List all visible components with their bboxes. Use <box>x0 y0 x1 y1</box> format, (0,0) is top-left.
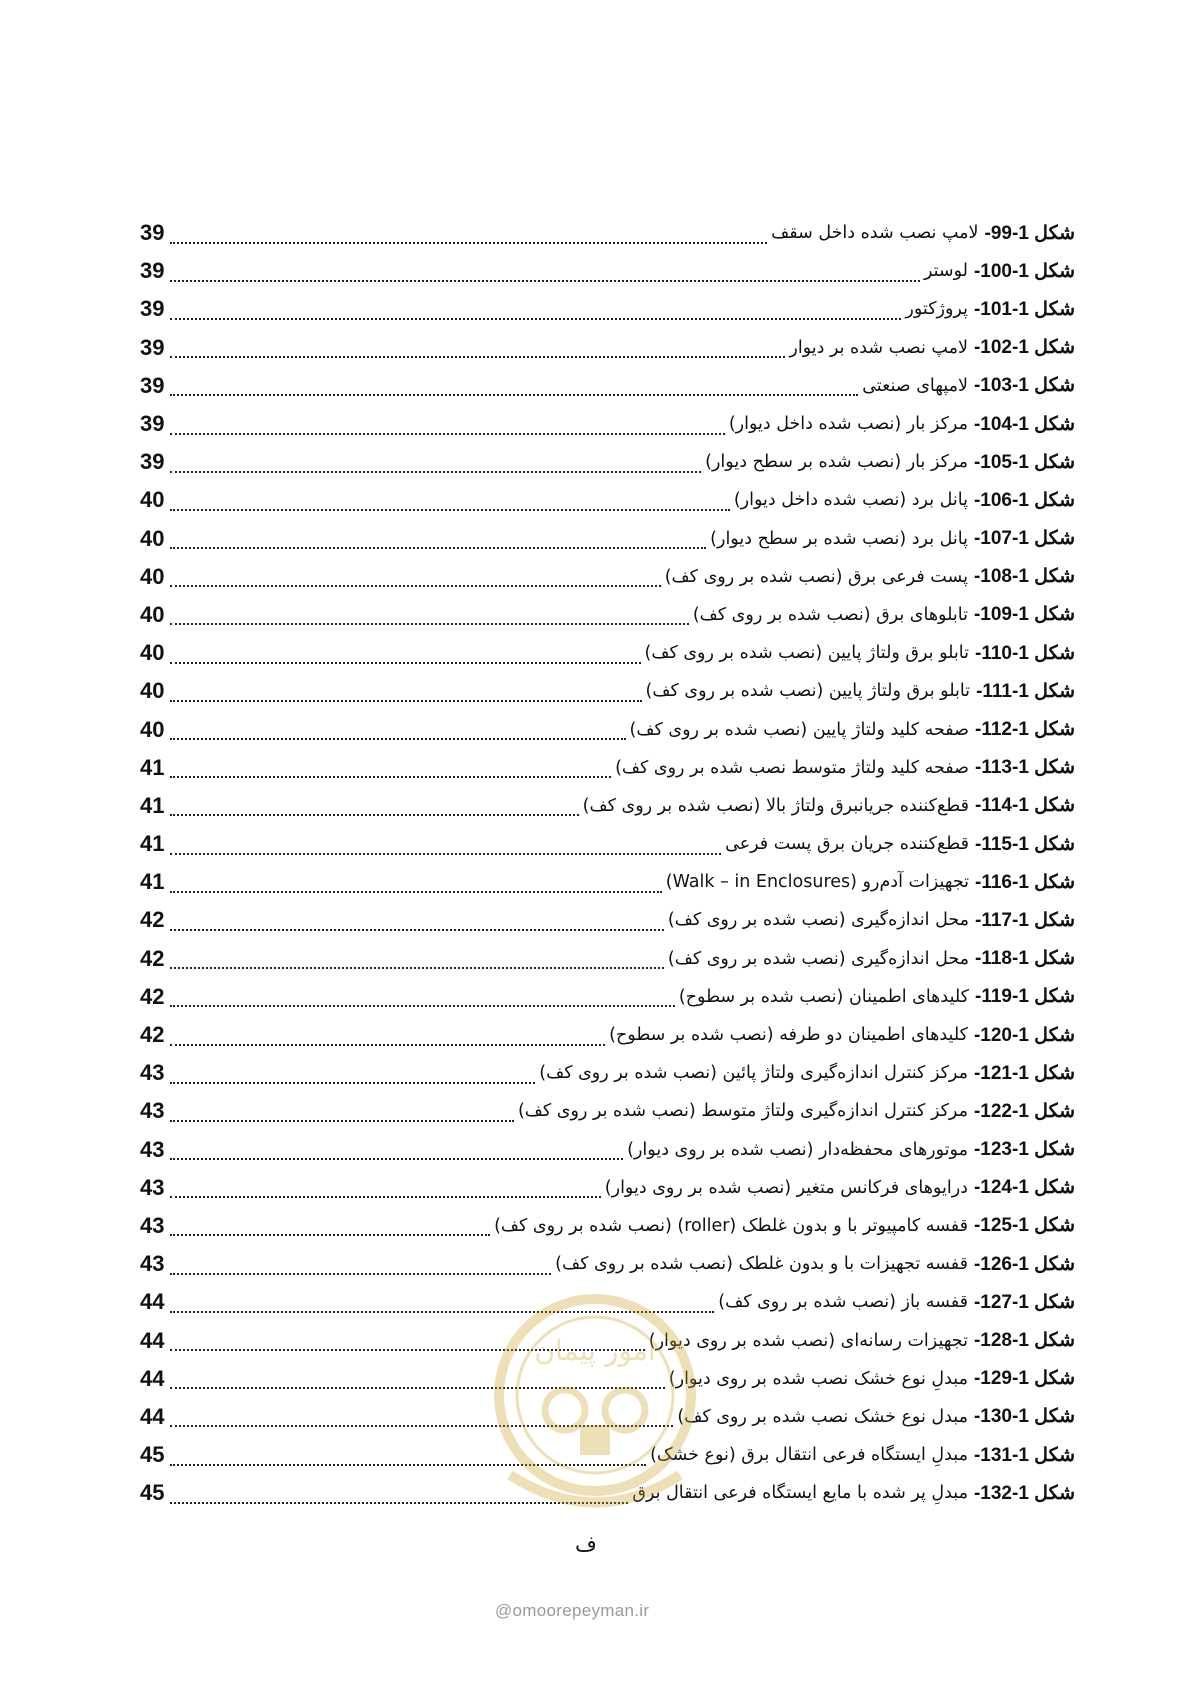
toc-entry[interactable] <box>140 214 1075 252</box>
seal-text: امور پیمان <box>534 1334 656 1367</box>
toc-entry[interactable] <box>140 367 1075 405</box>
dot-leader <box>170 964 664 969</box>
figure-label: شکل 1-110- <box>975 642 1075 664</box>
page-number-ref: 44 <box>140 1403 165 1429</box>
figure-label: شکل 1-111- <box>976 680 1075 702</box>
figure-label: شکل 1-130- <box>973 1406 1075 1428</box>
dot-leader <box>170 1193 601 1198</box>
figure-label: شکل 1-114- <box>975 795 1075 817</box>
dot-leader <box>170 277 920 282</box>
dot-leader <box>170 888 662 893</box>
dot-leader <box>170 620 689 625</box>
figure-title: قطع‌کننده جریان برق پست فرعی <box>725 834 970 855</box>
figure-title: تابلو برق ولتاژ پایین (نصب شده بر روی کف) <box>644 643 970 664</box>
figure-title: محل اندازه‌گیری (نصب شده بر روی کف) <box>667 910 970 931</box>
page-number-ref: 40 <box>140 716 165 742</box>
figure-title: لامپ نصب شده بر دیوار <box>789 337 968 358</box>
page-number-ref: 40 <box>140 487 165 513</box>
page-number-ref: 39 <box>140 334 165 360</box>
dot-leader <box>170 1041 605 1046</box>
toc-entry[interactable] <box>140 558 1075 596</box>
figure-label: شکل 1-109- <box>973 604 1075 626</box>
page-number-ref: 40 <box>140 563 165 589</box>
dot-leader <box>170 582 661 587</box>
page-number-ref: 44 <box>140 1289 165 1315</box>
figure-title: موتورهای محفظه‌دار (نصب شده بر روی دیوار) <box>627 1139 968 1160</box>
page-number-ref: 39 <box>140 449 165 475</box>
figure-title: قفسه تجهیزات با و بدون غلطک (نصب شده بر روی کف) <box>555 1254 968 1275</box>
toc-entry[interactable] <box>140 672 1075 710</box>
figure-label: شکل 1-128- <box>973 1330 1075 1352</box>
figure-label: شکل 1-101- <box>973 298 1075 320</box>
dot-leader <box>170 1270 551 1275</box>
figure-title: مرکز بار (نصب شده داخل دیوار) <box>728 414 968 435</box>
page-number-ref: 45 <box>140 1442 165 1468</box>
toc-entry[interactable] <box>140 901 1075 939</box>
page-number-ref: 42 <box>140 983 165 1009</box>
figure-title: پانل برد (نصب شده بر سطح دیوار) <box>710 528 968 549</box>
page-number-ref: 39 <box>140 411 165 437</box>
figure-title: تجهیزات آدم‌رو (Walk – in Enclosures) <box>665 872 970 893</box>
toc-entry[interactable] <box>140 634 1075 672</box>
figure-label: شکل 1-125- <box>973 1215 1075 1237</box>
toc-entry[interactable] <box>140 443 1075 481</box>
toc-entry[interactable] <box>140 481 1075 519</box>
figure-title: مبدلِ پر شده با مایع ایستگاه فرعی انتقال برق <box>632 1483 968 1504</box>
page-number-ref: 42 <box>140 945 165 971</box>
page-number-ref: 44 <box>140 1327 165 1353</box>
page-number-ref: 43 <box>140 1098 165 1124</box>
page-number: ف <box>575 1532 597 1556</box>
figure-label: شکل 1-127- <box>973 1291 1075 1313</box>
figure-title: قفسه کامپیوتر با و بدون غلطک (roller) (نصب شده بر روی کف) <box>494 1215 968 1236</box>
page-number-ref: 43 <box>140 1136 165 1162</box>
dot-leader <box>170 391 858 396</box>
toc-entry[interactable] <box>140 1016 1075 1054</box>
toc-entry[interactable] <box>140 405 1075 443</box>
figure-title: پروژکتور <box>905 299 968 320</box>
page-number-ref: 40 <box>140 601 165 627</box>
toc-entry[interactable] <box>140 520 1075 558</box>
page-number-ref: 41 <box>140 869 165 895</box>
figure-title: محل اندازه‌گیری (نصب شده بر روی کف) <box>667 948 970 969</box>
dot-leader <box>170 850 721 855</box>
figure-label: شکل 1-132- <box>973 1482 1075 1504</box>
page-number-ref: 43 <box>140 1174 165 1200</box>
figure-title: درایوهای فرکانس متغیر (نصب شده بر روی دیوار) <box>604 1177 968 1198</box>
figure-title: مبدلِ ایستگاه فرعی انتقال برق (نوع خشک) <box>650 1445 968 1466</box>
figure-title: لامپهای صنعتی <box>862 375 968 396</box>
dot-leader <box>170 735 626 740</box>
figure-label: شکل 1-103- <box>973 375 1075 397</box>
figure-label: شکل 1-120- <box>973 1024 1075 1046</box>
figure-title: تابلو برق ولتاژ پایین (نصب شده بر روی کف) <box>645 681 971 702</box>
figure-label: شکل 1-126- <box>973 1253 1075 1275</box>
figure-label: شکل 1-116- <box>975 871 1075 893</box>
dot-leader <box>170 1117 514 1122</box>
page-number-ref: 41 <box>140 754 165 780</box>
dot-leader <box>170 353 785 358</box>
website-watermark: @omoorepeyman.ir <box>495 1601 650 1620</box>
figure-label: شکل 1-99- <box>984 222 1075 244</box>
dot-leader <box>170 811 579 816</box>
figure-title: تابلوهای برق (نصب شده بر روی کف) <box>692 604 968 625</box>
figure-title: کلیدهای اطمینان (نصب شده بر سطوح) <box>678 986 970 1007</box>
dot-leader <box>170 1155 623 1160</box>
figure-label: شکل 1-131- <box>973 1444 1075 1466</box>
figure-title: تجهیزات رسانه‌ای (نصب شده بر روی دیوار) <box>648 1330 968 1351</box>
page-number-ref: 41 <box>140 831 165 857</box>
page-number-ref: 42 <box>140 1022 165 1048</box>
toc-entry[interactable] <box>140 1054 1075 1092</box>
dot-leader <box>170 468 701 473</box>
figure-title: مرکز کنترل اندازه‌گیری ولتاژ متوسط (نصب شده بر روی کف) <box>517 1101 968 1122</box>
dot-leader <box>170 1231 490 1236</box>
dot-leader <box>170 773 611 778</box>
page-number-ref: 43 <box>140 1060 165 1086</box>
figure-title: مرکز بار (نصب شده بر سطح دیوار) <box>705 452 968 473</box>
page-number-ref: 40 <box>140 678 165 704</box>
toc-entry[interactable] <box>140 787 1075 825</box>
figure-title: پانل برد (نصب شده داخل دیوار) <box>733 490 968 511</box>
figure-label: شکل 1-121- <box>973 1062 1075 1084</box>
figure-title: قفسه باز (نصب شده بر روی کف) <box>718 1292 968 1313</box>
figure-label: شکل 1-107- <box>973 528 1075 550</box>
page-number-ref: 39 <box>140 258 165 284</box>
dot-leader <box>170 506 730 511</box>
dot-leader <box>170 926 664 931</box>
page-number-ref: 45 <box>140 1480 165 1506</box>
dot-leader <box>170 239 767 244</box>
toc-entry[interactable] <box>140 825 1075 863</box>
figure-label: شکل 1-122- <box>973 1100 1075 1122</box>
dot-leader <box>170 430 725 435</box>
figure-title: پست فرعی برق (نصب شده بر روی کف) <box>664 566 968 587</box>
figure-title: مبدلِ نوع خشک نصب شده بر روی دیوار) <box>668 1368 968 1389</box>
toc-entry[interactable] <box>140 978 1075 1016</box>
page-number-ref: 43 <box>140 1251 165 1277</box>
figure-label: شکل 1-117- <box>975 909 1075 931</box>
page-number-ref: 43 <box>140 1212 165 1238</box>
toc-entry[interactable] <box>140 329 1075 367</box>
figure-label: شکل 1-104- <box>973 413 1075 435</box>
figure-title: صفحه کلید ولتاژ پایین (نصب شده بر روی کف) <box>629 719 970 740</box>
toc-entry[interactable] <box>140 252 1075 290</box>
toc-entry[interactable] <box>140 596 1075 634</box>
figure-label: شکل 1-123- <box>973 1139 1075 1161</box>
page-number-ref: 41 <box>140 792 165 818</box>
figure-label: شکل 1-100- <box>973 260 1075 282</box>
page-number-ref: 39 <box>140 372 165 398</box>
figure-label: شکل 1-102- <box>973 337 1075 359</box>
page-number-ref: 44 <box>140 1365 165 1391</box>
dot-leader <box>170 1079 535 1084</box>
figure-title: لامپ نصب شده داخل سقف <box>771 223 979 244</box>
dot-leader <box>170 659 641 664</box>
page-number-ref: 39 <box>140 296 165 322</box>
figure-title: صفحه کلید ولتاژ متوسط نصب شده بر روی کف) <box>615 757 970 778</box>
figure-title: قطع‌کننده جریانبرق ولتاژ بالا (نصب شده بر روی کف) <box>582 795 970 816</box>
figure-label: شکل 1-108- <box>973 566 1075 588</box>
toc-entry[interactable] <box>140 1169 1075 1207</box>
toc-entry[interactable] <box>140 290 1075 328</box>
dot-leader <box>170 544 706 549</box>
page-number-ref: 42 <box>140 907 165 933</box>
toc-entry[interactable] <box>140 710 1075 748</box>
page-number-ref: 40 <box>140 525 165 551</box>
dot-leader <box>170 315 901 320</box>
figure-label: شکل 1-115- <box>975 833 1075 855</box>
toc-entry[interactable] <box>140 1245 1075 1283</box>
figure-label: شکل 1-106- <box>973 489 1075 511</box>
toc-entry[interactable] <box>140 1207 1075 1245</box>
page-number-ref: 40 <box>140 640 165 666</box>
figure-label: شکل 1-124- <box>973 1177 1075 1199</box>
figure-title: مبدل نوع خشک نصب شده بر روی کف) <box>677 1406 968 1427</box>
dot-leader <box>170 697 642 702</box>
toc-entry[interactable] <box>140 749 1075 787</box>
figure-title: لوستر <box>923 261 968 282</box>
figure-label: شکل 1-118- <box>975 948 1075 970</box>
figure-label: شکل 1-105- <box>973 451 1075 473</box>
figure-title: مرکز کنترل اندازه‌گیری ولتاژ پائین (نصب شده بر روی کف) <box>539 1063 968 1084</box>
figure-label: شکل 1-112- <box>975 719 1075 741</box>
figure-label: شکل 1-129- <box>973 1368 1075 1390</box>
page-number-ref: 39 <box>140 220 165 246</box>
figure-label: شکل 1-113- <box>975 757 1075 779</box>
figure-label: شکل 1-119- <box>975 986 1075 1008</box>
toc-entry[interactable] <box>140 863 1075 901</box>
seal-logo-icon <box>490 1290 700 1540</box>
toc-entry[interactable] <box>140 940 1075 978</box>
figure-title: کلیدهای اطمینان دو طرفه (نصب شده بر سطوح) <box>609 1025 968 1046</box>
toc-entry[interactable] <box>140 1131 1075 1169</box>
dot-leader <box>170 1002 675 1007</box>
toc-entry[interactable] <box>140 1092 1075 1130</box>
